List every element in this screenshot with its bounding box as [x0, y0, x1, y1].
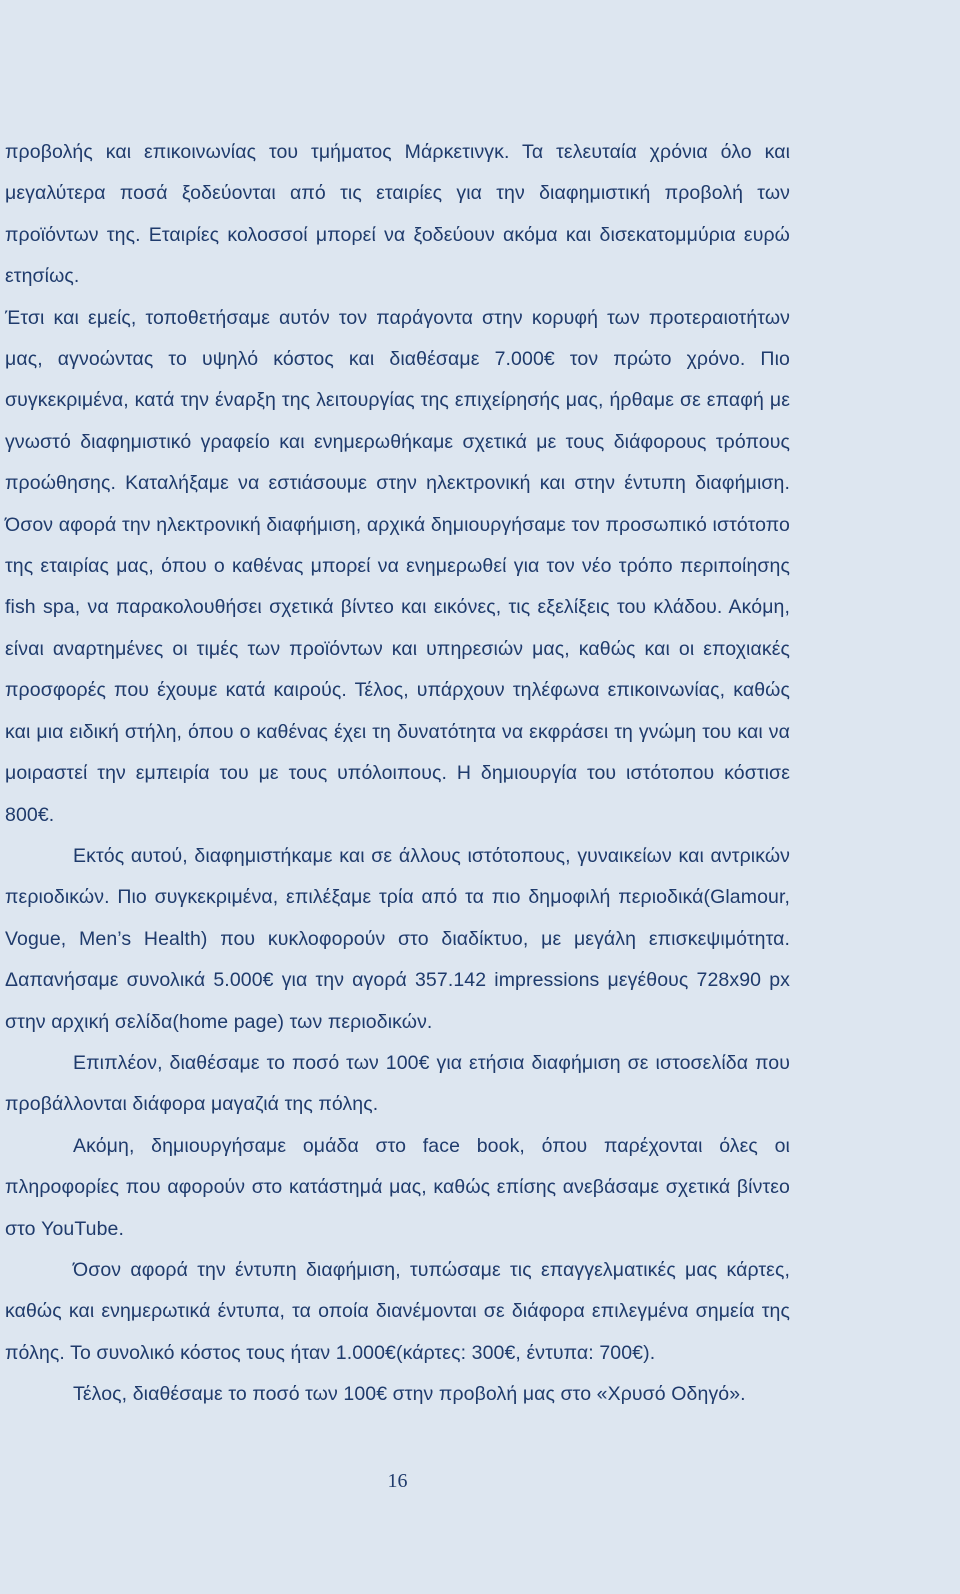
paragraph-advertising-budget: Έτσι και εμείς, τοποθετήσαμε αυτόν τον παράγοντα στην κορυφή των προτεραιοτήτων μας, αγνοώντας το υψηλό κόστος και διαθέσαμε 7.000€ τον πρώτο χρόνο. Πιο συγκεκριμένα, κατά την έναρξη της λειτουργίας της επιχείρησής μας, ήρθαμε σε επαφή με γνωστό διαφημιστικό γραφείο και ενημερωθήκαμε σχετικά με τους διάφορους τρόπους προώθησης. Καταλήξαμε να εστιάσουμε στην ηλεκτρονική και στην έντυπη διαφήμιση. Όσον αφορά την ηλεκτρονική διαφήμιση, αρχικά δημιουργήσαμε τον προσωπικό ιστότοπο της εταιρίας μας, όπου ο καθένας μπορεί να ενημερωθεί για τον νέο τρόπο περιποίησης fish spa, να παρακολουθήσει σχετικά βίντεο και εικόνες, τις εξελίξεις του κλάδου. Ακόμη, είναι αναρτημένες οι τιμές των προϊόντων και υπηρεσιών μας, καθώς και οι εποχιακές προσφορές που έχουμε κατά καιρούς. Τέλος, υπάρχουν τηλέφωνα επικοινωνίας, καθώς και μια ειδική στήλη, όπου ο καθένας έχει τη δυνατότητα να εκφράσει τη γνώμη του και να μοιραστεί την εμπειρία του με τους υπόλοιπους. Η δημιουργία του ιστότοπου κόστισε 800€.	[5, 306, 790, 826]
body-text	[5, 132, 790, 1416]
paragraph-continuation: προβολής και επικοινωνίας του τμήματος Μάρκετινγκ. Τα τελευταία χρόνια όλο και μεγαλύτερα ποσά ξοδεύονται από τις εταιρίες για την διαφημιστική προβολή των προϊόντων της. Εταιρίες κολοσσοί μπορεί να ξοδεύουν ακόμα και δισεκατομμύρια ευρώ ετησίως.	[5, 141, 790, 288]
paragraph-city-website: Επιπλέον, διαθέσαμε το ποσό των 100€ για ετήσια διαφήμιση σε ιστοσελίδα που προβάλλονται διάφορα μαγαζιά της πόλης.	[5, 1051, 790, 1116]
paragraph-print-advertising: Όσον αφορά την έντυπη διαφήμιση, τυπώσαμε τις επαγγελματικές μας κάρτες, καθώς και ενημερωτικά έντυπα, τα οποία διανέμονται σε διάφορα επιλεγμένα σημεία της πόλης. Το συνολικό κόστος τους ήταν 1.000€(κάρτες: 300€, έντυπα: 700€).	[5, 1258, 790, 1364]
paragraph-magazine-sites: Εκτός αυτού, διαφημιστήκαμε και σε άλλους ιστότοπους, γυναικείων και αντρικών περιοδικών. Πιο συγκεκριμένα, επιλέξαμε τρία από τα πιο δημοφιλή περιοδικά(Glamour, Vogue, Men’s Health) που κυκλοφορούν στο διαδίκτυο, με μεγάλη επισκεψιμότητα. Δαπανήσαμε συνολικά 5.000€ για την αγορά 357.142 impressions μεγέθους 728x90 px στην αρχική σελίδα(home page) των περιοδικών.	[5, 844, 790, 1033]
paragraph-social-media: Ακόμη, δημιουργήσαμε ομάδα στο face book, όπου παρέχονται όλες οι πληροφορίες που αφορούν στο κατάστημά μας, καθώς επίσης ανεβάσαμε σχετικά βίντεο στο YouTube.	[5, 1134, 790, 1240]
page-number: 16	[387, 1470, 408, 1492]
paragraph-golden-guide: Τέλος, διαθέσαμε το ποσό των 100€ στην προβολή μας στο «Χρυσό Οδηγό».	[73, 1383, 746, 1406]
